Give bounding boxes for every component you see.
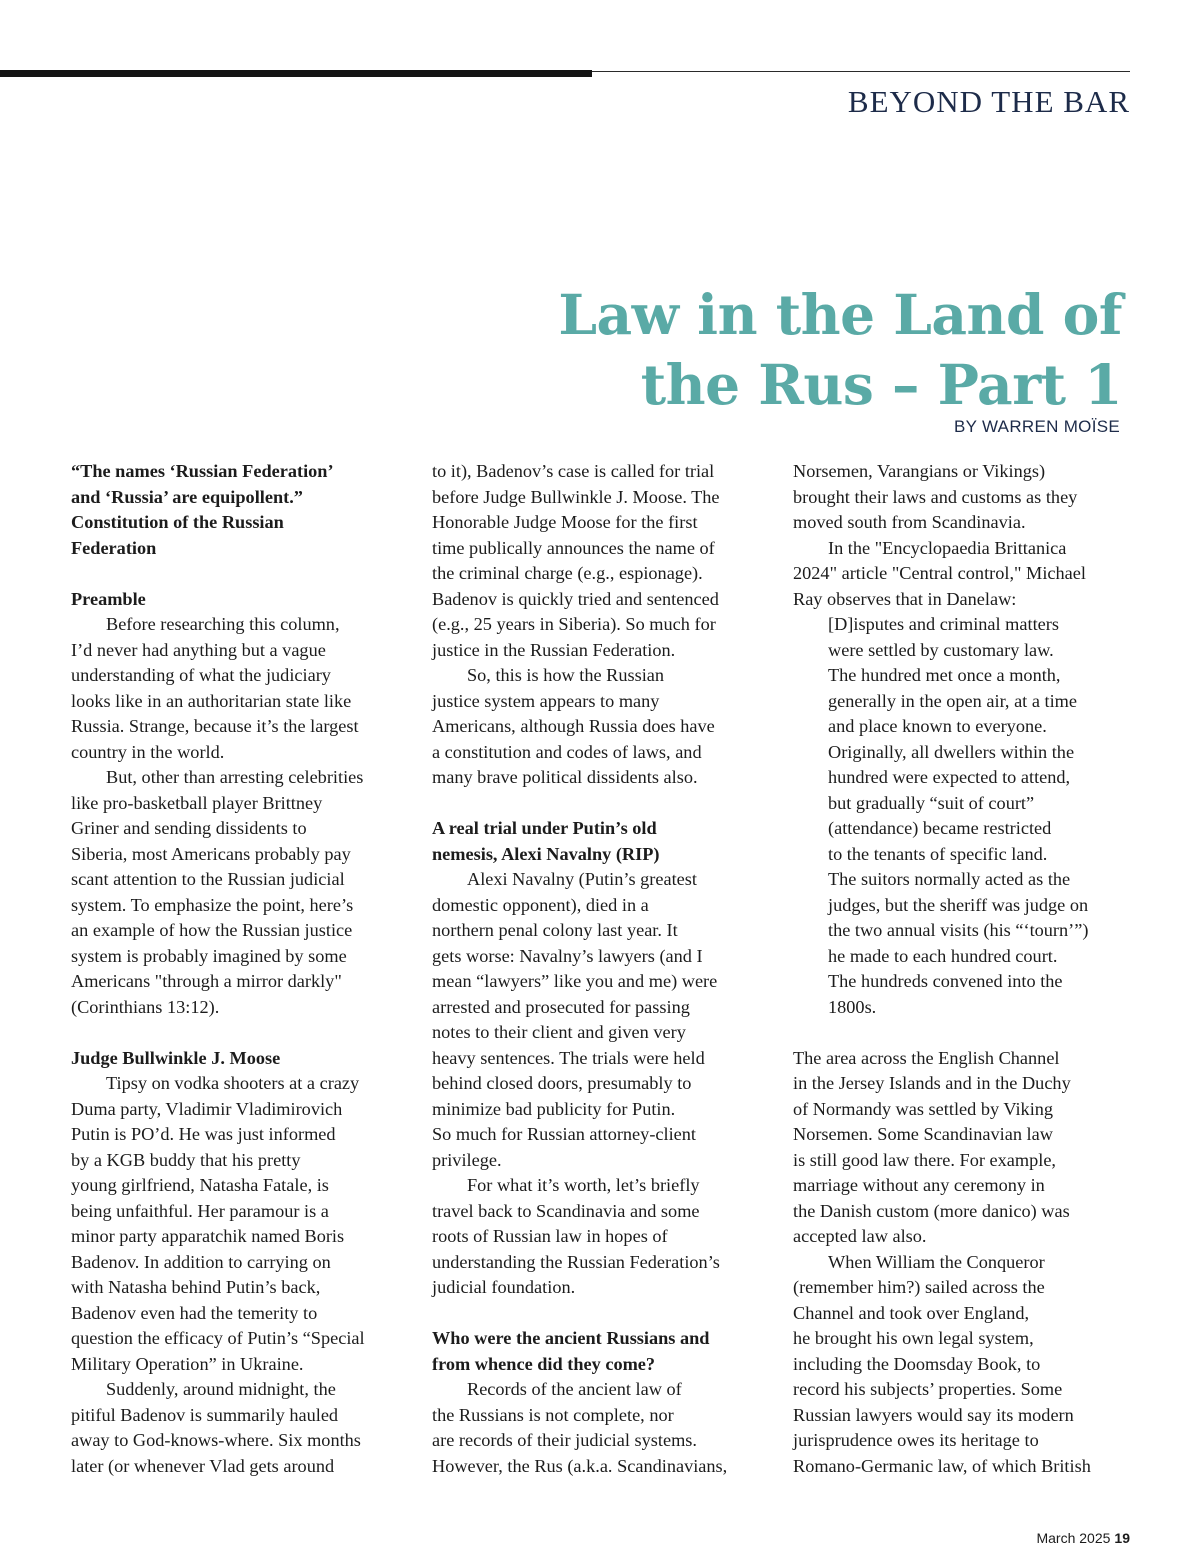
body-text-line: Norsemen. Some Scandinavian law bbox=[793, 1124, 1053, 1144]
article-title-line-2: the Rus – Part 1 bbox=[640, 352, 1122, 417]
paragraph-gap bbox=[71, 1020, 416, 1046]
article-title bbox=[558, 280, 1122, 420]
paragraph-gap bbox=[432, 1301, 777, 1327]
body-text-line: Channel and took over England, bbox=[793, 1302, 1030, 1323]
body-text-line: brought their laws and customs as they bbox=[793, 486, 1078, 507]
body-text-line: arrested and prosecuted for passing bbox=[432, 996, 690, 1017]
body-text-line: justice system appears to many bbox=[432, 690, 660, 711]
body-text-line: system. To emphasize the point, here’s bbox=[71, 894, 354, 915]
block-quote-line: judges, but the sheriff was judge on bbox=[828, 894, 1089, 915]
body-text-line: (Corinthians 13:12). bbox=[71, 996, 220, 1017]
body-text-line: time publically announces the name of bbox=[432, 537, 715, 558]
body-text-line: Badenov. In addition to carrying on bbox=[71, 1251, 331, 1272]
block-quote-line: hundred were expected to attend, bbox=[828, 767, 1071, 787]
body-text-line: privilege. bbox=[432, 1149, 502, 1170]
block-quote-line: the two annual visits (his “‘tourn’”) bbox=[828, 920, 1089, 940]
body-text-line: The area across the English Channel bbox=[793, 1047, 1060, 1068]
page-number: 19 bbox=[1114, 1530, 1130, 1546]
block-quote-line: (attendance) became restricted bbox=[828, 818, 1052, 838]
body-text-line: (e.g., 25 years in Siberia). So much for bbox=[432, 614, 716, 634]
body-text-line: before Judge Bullwinkle J. Moose. The bbox=[432, 486, 720, 507]
body-text-line: I’d never had anything but a vague bbox=[71, 639, 326, 660]
body-text-line: behind closed doors, presumably to bbox=[432, 1073, 692, 1093]
body-text-line: like pro-basketball player Brittney bbox=[71, 792, 323, 813]
body-text-line: are records of their judicial systems. bbox=[432, 1430, 697, 1450]
article-column-3 bbox=[793, 459, 1138, 1479]
body-text-line: notes to their client and given very bbox=[432, 1022, 686, 1042]
body-text-line: Romano-Germanic law, of which British bbox=[793, 1455, 1091, 1476]
body-text-line: the Danish custom (more danico) was bbox=[793, 1200, 1070, 1221]
body-text-line: system is probably imagined by some bbox=[71, 945, 347, 966]
block-quote-line: to the tenants of specific land. bbox=[828, 843, 1048, 864]
body-text-line: Before researching this column, bbox=[106, 614, 340, 634]
body-text-line: So, this is how the Russian bbox=[467, 665, 665, 685]
body-text-line: heavy sentences. The trials were held bbox=[432, 1047, 705, 1068]
body-text-line: Griner and sending dissidents to bbox=[71, 818, 307, 838]
body-text-line: understanding the Russian Federation’s bbox=[432, 1251, 720, 1272]
body-text-line: Putin is PO’d. He was just informed bbox=[71, 1124, 336, 1144]
body-text-line: an example of how the Russian justice bbox=[71, 920, 353, 940]
subheading-line: A real trial under Putin’s old bbox=[432, 818, 657, 838]
body-text-line: Siberia, most Americans probably pay bbox=[71, 843, 351, 864]
body-text-line: including the Doomsday Book, to bbox=[793, 1353, 1041, 1374]
block-quote-line: The suitors normally acted as the bbox=[828, 869, 1071, 889]
body-text-line: he brought his own legal system, bbox=[793, 1328, 1034, 1348]
body-text-line: many brave political dissidents also. bbox=[432, 767, 698, 787]
body-text-line: later (or whenever Vlad gets around bbox=[71, 1455, 335, 1476]
article-column-1 bbox=[71, 459, 416, 1479]
body-text-line: Ray observes that in Danelaw: bbox=[793, 588, 1017, 609]
body-text-line: marriage without any ceremony in bbox=[793, 1175, 1045, 1195]
body-text-line: country in the world. bbox=[71, 741, 225, 762]
body-text-line: Tipsy on vodka shooters at a crazy bbox=[106, 1073, 360, 1093]
body-text-line: away to God-knows-where. Six months bbox=[71, 1430, 361, 1450]
subheading-line: nemesis, Alexi Navalny (RIP) bbox=[432, 843, 660, 864]
body-text-line: judicial foundation. bbox=[432, 1277, 576, 1297]
body-text-line: is still good law there. For example, bbox=[793, 1149, 1056, 1170]
body-text-line: accepted law also. bbox=[793, 1226, 927, 1246]
body-text-line: looks like in an authoritarian state like bbox=[71, 690, 352, 711]
block-quote-line: but gradually “suit of court” bbox=[828, 792, 1035, 813]
body-text-line: But, other than arresting celebrities bbox=[106, 767, 364, 787]
block-quote-line: and place known to everyone. bbox=[828, 716, 1047, 736]
paragraph-gap bbox=[71, 561, 416, 587]
article-title-line-1: Law in the Land of bbox=[558, 282, 1122, 347]
body-text-line: being unfaithful. Her paramour is a bbox=[71, 1200, 329, 1221]
issue-date: March 2025 bbox=[1036, 1530, 1111, 1546]
subheading-line: Federation bbox=[71, 537, 157, 558]
subheading-line: Constitution of the Russian bbox=[71, 512, 284, 532]
subheading-line: Preamble bbox=[71, 588, 146, 609]
header-rule-thin bbox=[592, 71, 1130, 72]
body-text-line: gets worse: Navalny’s lawyers (and I bbox=[432, 945, 703, 966]
body-text-line: young girlfriend, Natasha Fatale, is bbox=[71, 1175, 329, 1195]
paragraph-gap bbox=[432, 791, 777, 817]
body-text-line: Americans "through a mirror darkly" bbox=[71, 971, 342, 991]
article-column-2 bbox=[432, 459, 777, 1479]
body-text-line: the criminal charge (e.g., espionage). bbox=[432, 563, 703, 583]
block-quote-line: were settled by customary law. bbox=[828, 639, 1054, 660]
body-text-line: When William the Conqueror bbox=[828, 1251, 1045, 1272]
subheading-line: and ‘Russia’ are equipollent.” bbox=[71, 486, 303, 507]
body-text-line: moved south from Scandinavia. bbox=[793, 512, 1026, 532]
body-text-line: However, the Rus (a.k.a. Scandinavians, bbox=[432, 1455, 728, 1476]
block-quote-line: 1800s. bbox=[828, 996, 877, 1017]
body-text-line: by a KGB buddy that his pretty bbox=[71, 1149, 301, 1170]
body-text-line: question the efficacy of Putin’s “Special bbox=[71, 1328, 365, 1348]
body-text-line: Records of the ancient law of bbox=[467, 1379, 682, 1399]
body-text-line: minor party apparatchik named Boris bbox=[71, 1226, 345, 1246]
paragraph-gap bbox=[793, 1020, 1138, 1046]
body-text-line: roots of Russian law in hopes of bbox=[432, 1226, 668, 1246]
subheading-line: Judge Bullwinkle J. Moose bbox=[71, 1047, 281, 1068]
body-text-line: Americans, although Russia does have bbox=[432, 716, 715, 736]
block-quote-line: he made to each hundred court. bbox=[828, 945, 1058, 966]
block-quote-line: The hundred met once a month, bbox=[828, 665, 1061, 685]
body-text-line: Suddenly, around midnight, the bbox=[106, 1379, 336, 1399]
block-quote-line: generally in the open air, at a time bbox=[828, 690, 1078, 711]
body-text-line: Badenov even had the temerity to bbox=[71, 1302, 318, 1323]
subheading-line: from whence did they come? bbox=[432, 1353, 656, 1374]
body-text-line: (remember him?) sailed across the bbox=[793, 1277, 1045, 1297]
block-quote-line: Originally, all dwellers within the bbox=[828, 741, 1075, 762]
body-text-line: pitiful Badenov is summarily hauled bbox=[71, 1404, 339, 1425]
block-quote-line: [D]isputes and criminal matters bbox=[828, 614, 1059, 634]
body-text-line: of Normandy was settled by Viking bbox=[793, 1098, 1054, 1119]
body-text-line: Russia. Strange, because it’s the largest bbox=[71, 716, 359, 736]
body-text-line: Duma party, Vladimir Vladimirovich bbox=[71, 1098, 343, 1119]
body-text-line: Alexi Navalny (Putin’s greatest bbox=[467, 869, 697, 889]
body-text-line: Russian lawyers would say its modern bbox=[793, 1404, 1074, 1425]
body-text-line: Badenov is quickly tried and sentenced bbox=[432, 588, 719, 609]
body-text-line: with Natasha behind Putin’s back, bbox=[71, 1277, 321, 1297]
body-text-line: justice in the Russian Federation. bbox=[432, 639, 676, 660]
body-text-line: mean “lawyers” like you and me) were bbox=[432, 971, 718, 991]
header-rule-thick bbox=[0, 70, 592, 77]
body-text-line: understanding of what the judiciary bbox=[71, 665, 331, 685]
body-text-line: minimize bad publicity for Putin. bbox=[432, 1098, 676, 1119]
body-text-line: So much for Russian attorney-client bbox=[432, 1124, 697, 1144]
block-quote-line: The hundreds convened into the bbox=[828, 971, 1063, 991]
subheading-line: Who were the ancient Russians and bbox=[432, 1328, 710, 1348]
body-text-line: scant attention to the Russian judicial bbox=[71, 869, 345, 889]
subheading-line: “The names ‘Russian Federation’ bbox=[71, 461, 334, 481]
body-text-line: in the Jersey Islands and in the Duchy bbox=[793, 1073, 1071, 1093]
body-text-line: record his subjects’ properties. Some bbox=[793, 1379, 1063, 1399]
page-footer bbox=[1036, 1530, 1130, 1546]
body-text-line: Norsemen, Varangians or Vikings) bbox=[793, 461, 1046, 481]
body-text-line: the Russians is not complete, nor bbox=[432, 1404, 674, 1425]
body-text-line: Honorable Judge Moose for the first bbox=[432, 512, 698, 532]
body-text-line: In the "Encyclopaedia Brittanica bbox=[828, 537, 1067, 558]
body-text-line: Military Operation” in Ukraine. bbox=[71, 1353, 304, 1374]
body-text-line: a constitution and codes of laws, and bbox=[432, 741, 702, 762]
body-text-line: travel back to Scandinavia and some bbox=[432, 1200, 700, 1221]
body-text-line: jurisprudence owes its heritage to bbox=[793, 1430, 1039, 1450]
body-text-line: domestic opponent), died in a bbox=[432, 894, 649, 915]
body-text-line: northern penal colony last year. It bbox=[432, 920, 678, 940]
body-text-line: 2024" article "Central control," Michael bbox=[793, 563, 1086, 583]
section-title: BEYOND THE BAR bbox=[847, 84, 1130, 119]
body-text-line: to it), Badenov’s case is called for trial bbox=[432, 461, 715, 481]
byline: BY WARREN MOÏSE bbox=[953, 417, 1120, 436]
body-text-line: For what it’s worth, let’s briefly bbox=[467, 1175, 700, 1195]
